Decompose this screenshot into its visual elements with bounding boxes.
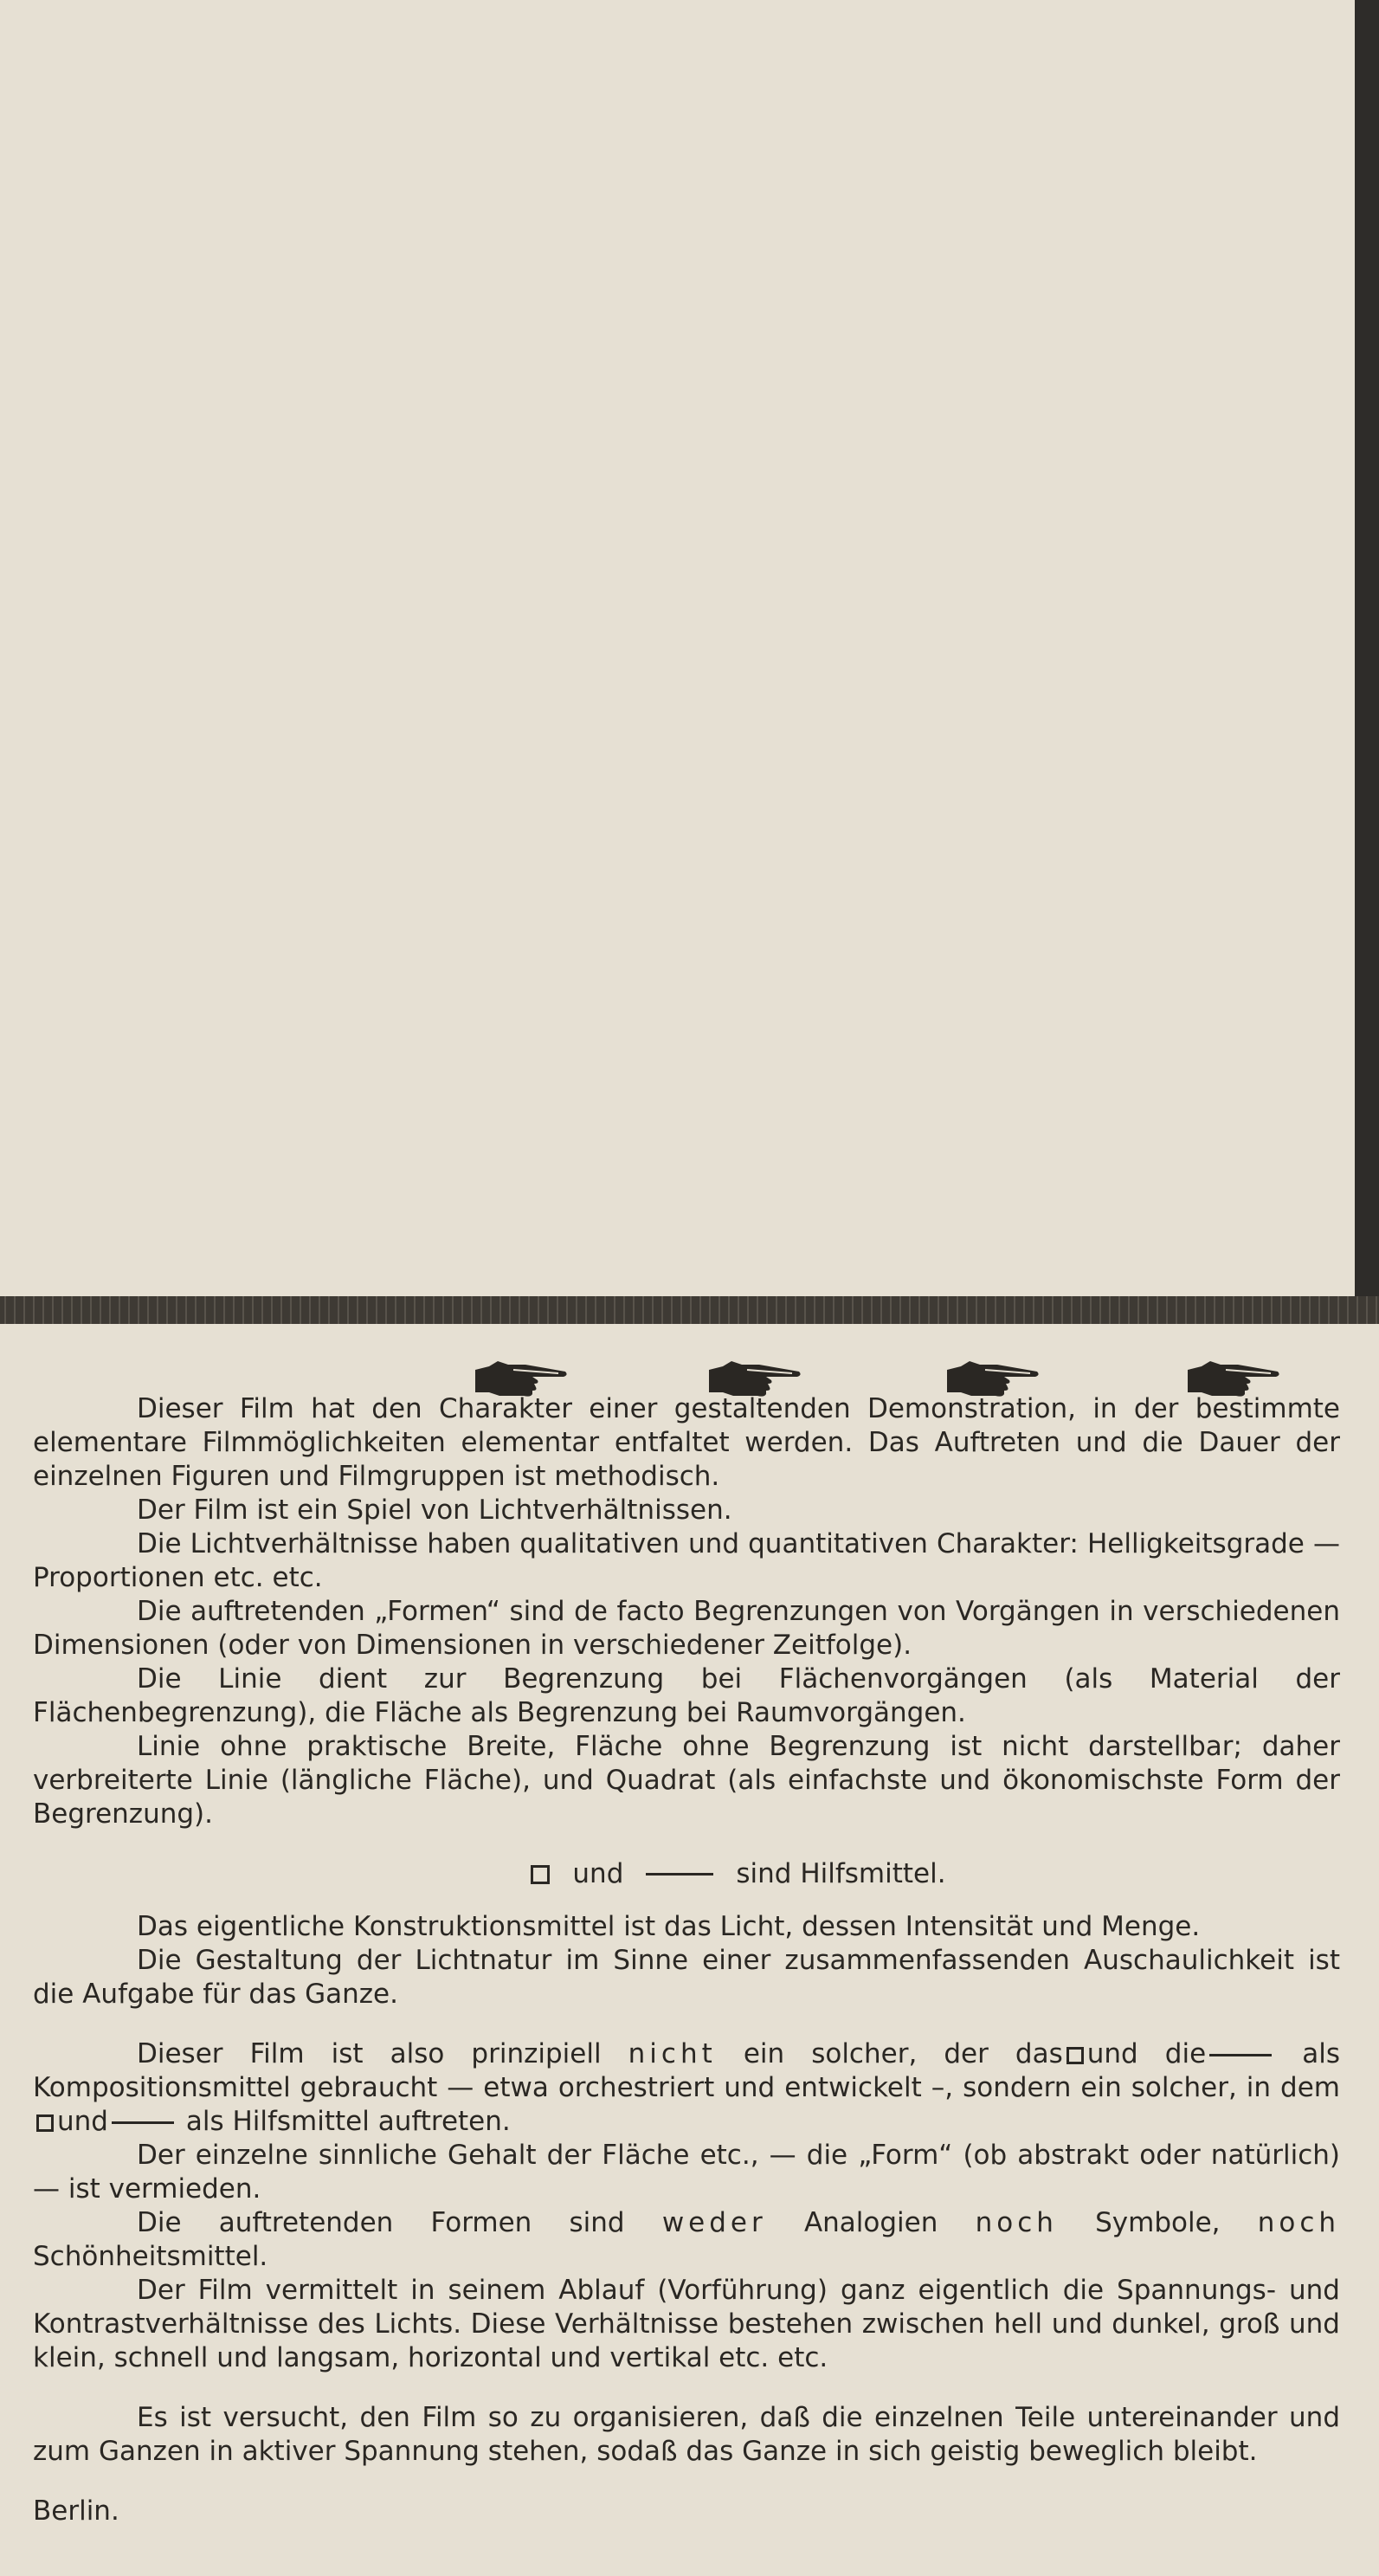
rotated-article-block	[130, 2, 1316, 1249]
hilfsmittel-line	[33, 1857, 1340, 1891]
text: Symbole,	[1095, 2207, 1221, 2238]
text: Dieser Film ist also prinzipiell	[137, 2038, 602, 2069]
line-symbol-icon	[646, 1873, 713, 1876]
emphasis: noch	[975, 2207, 1058, 2238]
text: ein solcher, der das	[743, 2038, 1063, 2069]
place-signature: Berlin.	[33, 2495, 119, 2527]
description-paragraph: Dieser Film hat den Charakter einer gestaltenden Demonstration, in der bestimmte elementare Filmmöglichkeiten elementar entfaltet werden. Das Auftreten und die Dauer der einzelnen Figuren und Filmgruppen ist methodisch.	[33, 1393, 1340, 1492]
square-symbol-icon	[531, 1865, 550, 1884]
emphasis: nicht	[628, 2038, 717, 2069]
description-paragraph	[33, 2206, 1340, 2274]
dark-edge	[1355, 0, 1379, 1299]
film-description	[33, 1392, 1340, 2528]
hilfsmittel-und: und	[572, 1858, 624, 1889]
description-paragraph	[33, 2037, 1340, 2139]
description-paragraph: Die Gestaltung der Lichtnatur im Sinne einer zusammenfassenden Auschaulichkeit ist die Aufgabe für das Ganze.	[33, 1945, 1340, 2010]
description-paragraph: Der Film ist ein Spiel von Lichtverhältnissen.	[137, 1495, 732, 1526]
emphasis: weder	[661, 2207, 767, 2238]
description-paragraph: Die auftretenden „Formen“ sind de facto Begrenzungen von Vorgängen in verschiedenen Dimensionen (oder von Dimensionen in verschiedener Zeitfolge).	[33, 1596, 1340, 1661]
description-paragraph: Der einzelne sinnliche Gehalt der Fläche etc., — die „Form“ (ob abstrakt oder natürlich) — ist vermieden.	[33, 2140, 1340, 2205]
text: als Kompositionsmittel gebraucht — etwa orchestriert und entwickelt –, sondern ein solcher, in dem	[33, 2038, 1340, 2103]
description-paragraph: Der Film vermittelt in seinem Ablauf (Vorführung) ganz eigentlich die Spannungs- und Kontrastverhältnisse des Lichts. Diese Verhältnisse bestehen zwischen hell und dunkel, groß und klein, schnell und langsam, horizontal und vertikal etc. etc.	[33, 2275, 1340, 2373]
description-paragraph: Die Linie dient zur Begrenzung bei Flächenvorgängen (als Material der Flächenbegrenzung), die Fläche als Begrenzung bei Raumvorgängen.	[33, 1663, 1340, 1728]
description-paragraph: Das eigentliche Konstruktionsmittel ist das Licht, dessen Intensität und Menge.	[137, 1911, 1201, 1942]
description-paragraph: Es ist versucht, den Film so zu organisieren, daß die einzelnen Teile untereinander und zum Ganzen in aktiver Spannung stehen, sodaß das Ganze in sich geistig beweglich bleibt.	[33, 2402, 1340, 2467]
text: und	[57, 2106, 108, 2137]
text: Die auftretenden Formen sind	[137, 2207, 625, 2238]
line-symbol-icon	[112, 2121, 174, 2124]
description-paragraph: Linie ohne praktische Breite, Fläche ohne Begrenzung ist nicht darstellbar; daher verbreiterte Linie (längliche Fläche), und Quadrat (als einfachste und ökonomischste Form der Begrenzung).	[33, 1731, 1340, 1830]
text: Analogien	[803, 2207, 938, 2238]
square-symbol-icon	[36, 2114, 54, 2132]
text: als Hilfsmittel auftreten.	[185, 2106, 511, 2137]
separator-rule	[0, 1296, 1379, 1324]
hilfsmittel-text: sind Hilfsmittel.	[736, 1858, 946, 1889]
emphasis: noch	[1257, 2207, 1341, 2238]
description-paragraph: Die Lichtverhältnisse haben qualitativen und quantitativen Charakter: Helligkeitsgrade — Proportionen etc. etc.	[33, 1528, 1340, 1593]
text: und die	[1086, 2038, 1207, 2069]
line-symbol-icon	[1209, 2054, 1272, 2056]
square-symbol-icon	[1066, 2047, 1084, 2064]
text: Schönheitsmittel.	[33, 2241, 268, 2272]
